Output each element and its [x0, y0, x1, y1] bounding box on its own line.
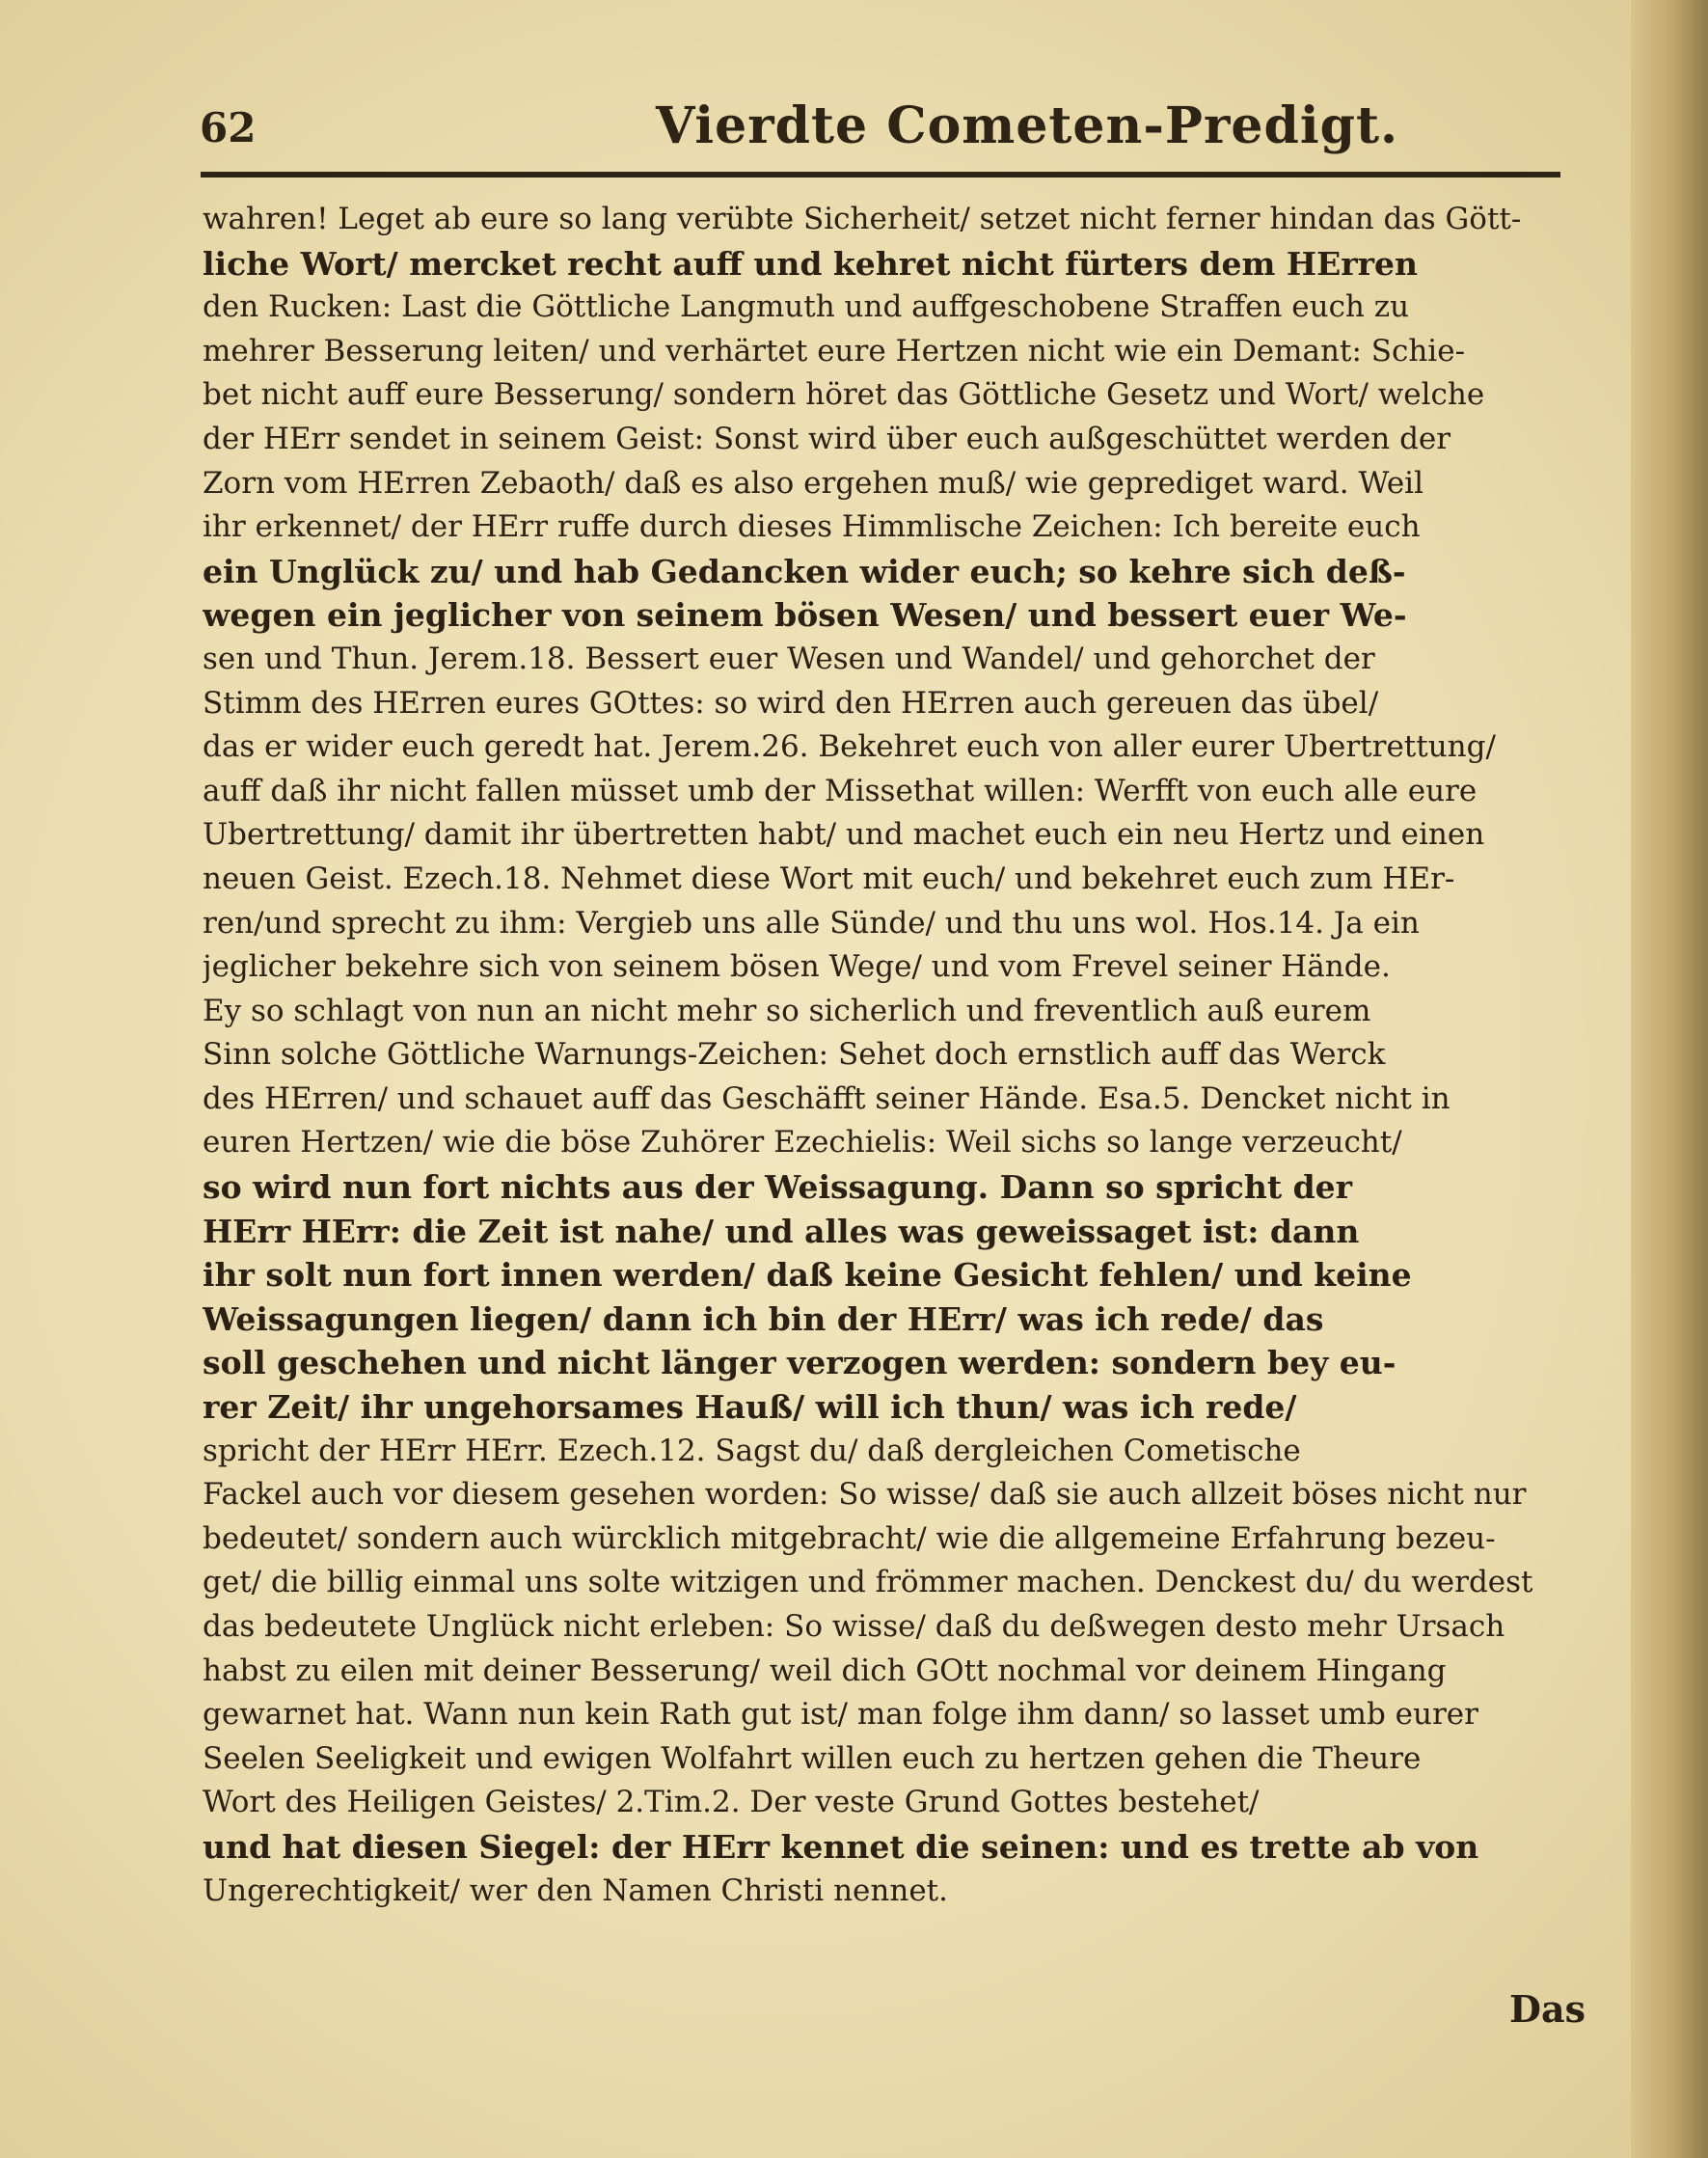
book-gutter: [1631, 0, 1708, 2158]
running-head: Vierdte Cometen-Predigt.: [656, 96, 1399, 155]
text-line: Seelen Seeligkeit und ewigen Wolfahrt willen euch zu hertzen gehen die Theure: [203, 1740, 1422, 1776]
text-line: rer Zeit/ ihr ungehorsames Hauß/ will ich thun/ was ich rede/: [203, 1388, 1297, 1427]
text-line: das er wider euch geredt hat. Jerem.26. Bekehret euch von aller eurer Ubertrettung/: [203, 729, 1496, 765]
text-line: des HErren/ und schauet auff das Geschäfft seiner Hände. Esa.5. Dencket nicht in: [203, 1080, 1450, 1116]
text-line: gewarnet hat. Wann nun kein Rath gut ist/ man folge ihm dann/ so lasset umb eurer: [203, 1697, 1478, 1733]
text-line: so wird nun fort nichts aus der Weissagung. Dann so spricht der: [203, 1168, 1353, 1207]
text-line: soll geschehen und nicht länger verzogen werden: sondern bey eu-: [203, 1344, 1396, 1382]
text-line: Zorn vom HErren Zebaoth/ daß es also ergehen muß/ wie geprediget ward. Weil: [203, 465, 1424, 501]
body-text: [203, 198, 1572, 1913]
text-line: Ubertrettung/ damit ihr übertretten habt/ und machet euch ein neu Hertz und einen: [203, 817, 1485, 853]
text-line: bet nicht auff eure Besserung/ sondern höret das Göttliche Gesetz und Wort/ welche: [203, 377, 1485, 413]
text-line: ein Unglück zu/ und hab Gedancken wider euch; so kehre sich deß-: [203, 552, 1406, 590]
text-line: neuen Geist. Ezech.18. Nehmet diese Wort mit euch/ und bekehret euch zum HEr-: [203, 860, 1455, 896]
text-line: ihr erkennet/ der HErr ruffe durch dieses Himmlische Zeichen: Ich bereite euch: [203, 509, 1421, 545]
text-line: get/ die billig einmal uns solte witzigen und frömmer machen. Denckest du/ du werdest: [203, 1565, 1533, 1600]
text-line: den Rucken: Last die Göttliche Langmuth und auffgeschobene Straffen euch zu: [203, 289, 1410, 325]
text-line: sen und Thun. Jerem.18. Bessert euer Wesen und Wandel/ und gehorchet der: [203, 641, 1375, 676]
text-line: jeglicher bekehre sich von seinem bösen Wege/ und vom Frevel seiner Hände.: [203, 949, 1391, 985]
text-line: Wort des Heiligen Geistes/ 2.Tim.2. Der veste Grund Gottes bestehet/: [203, 1785, 1260, 1820]
text-line: Fackel auch vor diesem gesehen worden: So wisse/ daß sie auch allzeit böses nicht nur: [203, 1477, 1527, 1513]
text-line: wegen ein jeglicher von seinem bösen Wesen/ und bessert euer We-: [203, 596, 1407, 635]
text-line: euren Hertzen/ wie die böse Zuhörer Ezechielis: Weil sichs so lange verzeucht/: [203, 1125, 1402, 1161]
text-line: liche Wort/ mercket recht auff und kehret nicht fürters dem HErren: [203, 244, 1419, 283]
text-line: das bedeutete Unglück nicht erleben: So wisse/ daß du deßwegen desto mehr Ursach: [203, 1609, 1505, 1644]
text-line: Stimm des HErren eures GOttes: so wird den HErren auch gereuen das übel/: [203, 685, 1379, 721]
page-number: 62: [200, 104, 257, 151]
text-line: Sinn solche Göttliche Warnungs-Zeichen: Sehet doch ernstlich auff das Werck: [203, 1037, 1386, 1073]
text-line: Ey so schlagt von nun an nicht mehr so sicherlich und freventlich auß eurem: [203, 993, 1371, 1028]
text-line: wahren! Leget ab eure so lang verübte Sicherheit/ setzet nicht ferner hindan das Gött-: [203, 202, 1522, 236]
text-line: auff daß ihr nicht fallen müsset umb der Missethat willen: Werfft von euch alle eure: [203, 773, 1478, 808]
text-line: Weissagungen liegen/ dann ich bin der HErr/ was ich rede/ das: [203, 1299, 1324, 1338]
text-line: ren/und sprecht zu ihm: Vergieb uns alle Sünde/ und thu uns wol. Hos.14. Ja ein: [203, 905, 1420, 941]
text-line: habst zu eilen mit deiner Besserung/ weil dich GOtt nochmal vor deinem Hingang: [203, 1653, 1447, 1688]
catchword: Das: [1509, 1987, 1586, 2031]
text-line: Ungerechtigkeit/ wer den Namen Christi nennet.: [203, 1872, 948, 1908]
text-line: bedeutet/ sondern auch würcklich mitgebracht/ wie die allgemeine Erfahrung bezeu-: [203, 1520, 1496, 1556]
text-line: und hat diesen Siegel: der HErr kennet die seinen: und es trette ab von: [203, 1827, 1479, 1866]
text-line: der HErr sendet in seinem Geist: Sonst wird über euch außgeschüttet werden der: [203, 421, 1451, 456]
text-line: ihr solt nun fort innen werden/ daß keine Gesicht fehlen/ und keine: [203, 1256, 1412, 1295]
text-line: mehrer Besserung leiten/ und verhärtet eure Hertzen nicht wie ein Demant: Schie-: [203, 333, 1466, 369]
text-line: spricht der HErr HErr. Ezech.12. Sagst du/ daß dergleichen Cometische: [203, 1433, 1301, 1468]
header-rule: [201, 172, 1560, 178]
text-line: HErr HErr: die Zeit ist nahe/ und alles was geweissaget ist: dann: [203, 1212, 1360, 1250]
